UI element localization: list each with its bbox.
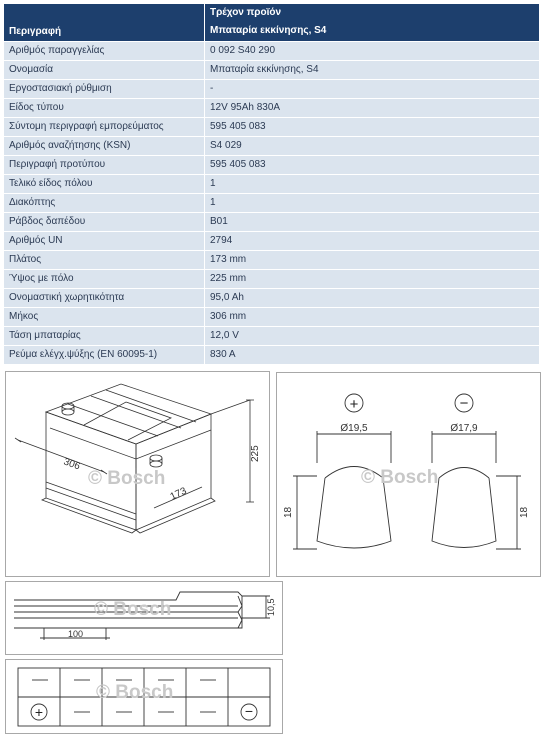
- table-row: [4, 251, 540, 270]
- plus-diameter: Ø19,5: [340, 423, 368, 434]
- minus-icon: −: [459, 395, 469, 412]
- table-row: [4, 99, 540, 118]
- watermark: © Bosch: [88, 468, 166, 489]
- row-value: 225 mm: [205, 270, 540, 289]
- dim-width-label: 173: [168, 485, 189, 503]
- header-label: Περιγραφή: [4, 4, 205, 42]
- base-ledge-panel: [5, 581, 283, 655]
- header-value-line1: Τρέχον προϊόν: [210, 7, 282, 18]
- row-label: Σύντομη περιγραφή εμπορεύματος: [4, 118, 205, 137]
- plus-icon: +: [34, 704, 44, 720]
- table-row: [4, 232, 540, 251]
- watermark: © Bosch: [94, 599, 172, 620]
- row-value: S4 029: [205, 137, 540, 156]
- row-label: Ράβδος δαπέδου: [4, 213, 205, 232]
- row-value: 595 405 083: [205, 156, 540, 175]
- watermark: © Bosch: [361, 467, 439, 488]
- row-value: -: [205, 80, 540, 99]
- table-row: [4, 42, 540, 61]
- row-value: 830 A: [205, 346, 540, 365]
- row-label: Ονομαστική χωρητικότητα: [4, 289, 205, 308]
- minus-height: 18: [519, 506, 530, 518]
- dim-height-label: 225: [250, 445, 261, 462]
- row-label: Αριθμός παραγγελίας: [4, 42, 205, 61]
- terminal-layout-drawing: [6, 660, 284, 735]
- table-row: [4, 308, 540, 327]
- header-value: [205, 4, 540, 42]
- plus-height: 18: [283, 506, 294, 518]
- row-label: Περιγραφή προτύπου: [4, 156, 205, 175]
- dim-ledge-length: 100: [68, 629, 84, 639]
- row-value: 595 405 083: [205, 118, 540, 137]
- row-label: Ύψος με πόλο: [4, 270, 205, 289]
- spec-table: [3, 3, 540, 365]
- table-row: [4, 156, 540, 175]
- row-label: Πλάτος: [4, 251, 205, 270]
- table-row: [4, 80, 540, 99]
- header-value-line2: Μπαταρία εκκίνησης, S4: [210, 25, 327, 36]
- table-row: [4, 270, 540, 289]
- row-label: Ρεύμα ελέγχ.ψύξης (EN 60095-1): [4, 346, 205, 365]
- row-label: Τάση μπαταρίας: [4, 327, 205, 346]
- row-value: 12,0 V: [205, 327, 540, 346]
- row-value: 306 mm: [205, 308, 540, 327]
- row-value: 12V 95Ah 830A: [205, 99, 540, 118]
- battery-drawing-panel: [5, 371, 270, 577]
- row-label: Είδος τύπου: [4, 99, 205, 118]
- row-label: Τελικό είδος πόλου: [4, 175, 205, 194]
- row-label: Ονομασία: [4, 61, 205, 80]
- row-value: B01: [205, 213, 540, 232]
- dim-ledge-height: 10,5: [266, 598, 276, 616]
- row-value: 0 092 S40 290: [205, 42, 540, 61]
- table-row: [4, 289, 540, 308]
- battery-drawing: [6, 372, 271, 578]
- row-label: Μήκος: [4, 308, 205, 327]
- minus-icon: −: [244, 703, 254, 719]
- base-ledge-drawing: [6, 582, 284, 656]
- row-label: Αριθμός UN: [4, 232, 205, 251]
- row-value: 1: [205, 194, 540, 213]
- row-value: 95,0 Ah: [205, 289, 540, 308]
- row-label: Εργοστασιακή ρύθμιση: [4, 80, 205, 99]
- table-row: [4, 137, 540, 156]
- row-value: 2794: [205, 232, 540, 251]
- row-value: 173 mm: [205, 251, 540, 270]
- plus-icon: +: [349, 396, 359, 413]
- row-label: Αριθμός αναζήτησης (KSN): [4, 137, 205, 156]
- table-row: [4, 327, 540, 346]
- minus-diameter: Ø17,9: [450, 423, 478, 434]
- table-row: [4, 61, 540, 80]
- dim-length-label: 306: [61, 456, 82, 473]
- row-value: 1: [205, 175, 540, 194]
- watermark: © Bosch: [96, 682, 174, 703]
- table-row: [4, 346, 540, 365]
- terminal-layout-panel: [5, 659, 283, 734]
- table-row: [4, 213, 540, 232]
- terminals-panel: [276, 372, 541, 577]
- table-row: [4, 175, 540, 194]
- table-header-row: [4, 4, 540, 42]
- table-row: [4, 118, 540, 137]
- row-label: Διακόπτης: [4, 194, 205, 213]
- terminals-drawing: [277, 373, 542, 578]
- table-row: [4, 194, 540, 213]
- row-value: Μπαταρία εκκίνησης, S4: [205, 61, 540, 80]
